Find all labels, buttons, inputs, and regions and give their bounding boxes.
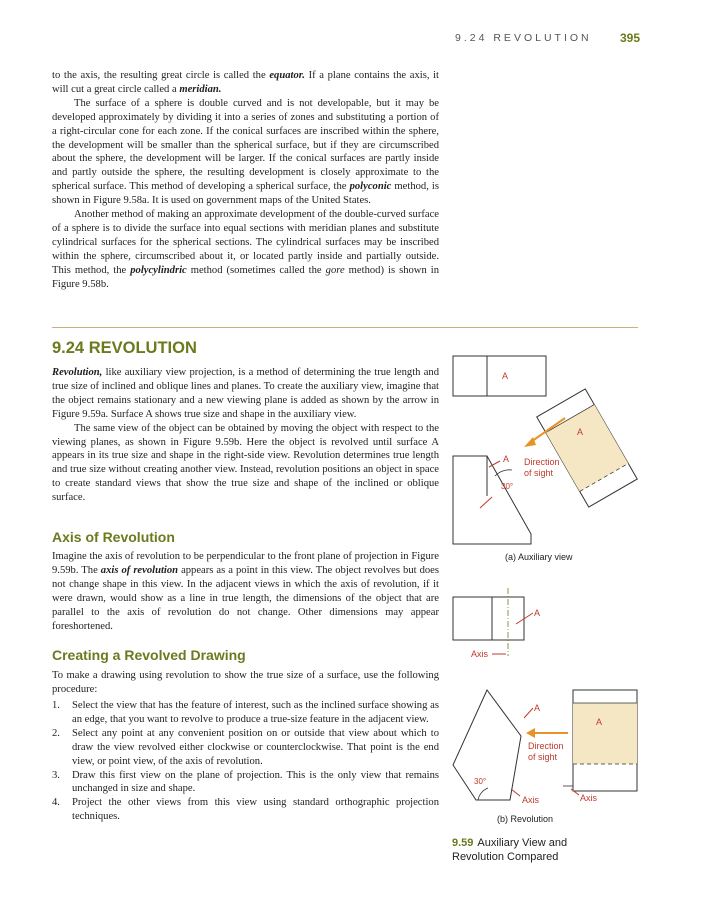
intro-paragraph-3: Another method of making an approximate development of the double-curved surface of a sphere is to divide the surface into equal sections with meridian planes and substitute cylindrical surfaces for the spherical sections. The cylindrical surfaces may be inscribed within the sphere, circumscribed about it, or located partly inside and partially outside. This method, the polycylindric method (sometimes called the gore method) is shown in Figure 9.58b. — [52, 209, 439, 290]
procedure-step: 2. Select any point at any convenient position on or outside that view about which to draw the view revolved either clockwise or counterclockwise. That point is the end view, or point view, of the axis of revolution. — [52, 727, 439, 767]
rev-front-label-a: A — [534, 703, 541, 713]
angle-label-a: 30° — [501, 482, 514, 491]
axis-heading: Axis of Revolution — [52, 529, 175, 545]
axis-label-side: Axis — [580, 793, 598, 803]
caption-a: (a) Auxiliary view — [505, 552, 573, 562]
section-heading: 9.24 REVOLUTION — [52, 339, 197, 357]
procedure-step: 3. Draw this first view on the plane of projection. This is the only view that remains unchanged in size and shape. — [52, 769, 439, 795]
angle-label-b: 30° — [474, 777, 487, 786]
figure-caption — [452, 836, 622, 864]
revolved-front-view — [453, 690, 521, 800]
intro-paragraph-1: to the axis, the resulting great circle is called the equator. If a plane contains the axis, it will cut a great circle called a meridian. — [52, 70, 439, 95]
aux-label-a: A — [577, 427, 584, 437]
revolved-top-view — [453, 597, 524, 640]
page-number: 395 — [620, 31, 641, 45]
intro-paragraph-2: The surface of a sphere is double curved and is not developable, but it may be developed approximately by dividing it into a series of zones and substituting a portion of a right-circular cone for each zone. If the conical surfaces are inscribed within the sphere, the development will be smaller than the spherical surface, but if they are circumscribed about the sphere, the development will be larger. If the conical surfaces are partly inside and partly outside the sphere, the resulting development is closely approximate to the spherical surface. This method of developing a spherical surface, the polyconic method, is shown in Figure 9.58a. It is used on government maps of the United States. — [52, 97, 439, 207]
creating-heading: Creating a Revolved Drawing — [52, 647, 246, 663]
revolution-paragraph-1: Revolution, like auxiliary view projection, is a method of determining the true length and true size of inclined and oblique lines and planes. To create the auxiliary view, imagine that the object remains stationary and a new viewing plane is added as shown by the arrow in Figure 9.59a. Surface A shows true size and shape in the auxiliary view. — [52, 367, 439, 420]
axis-label-front: Axis — [522, 795, 540, 805]
running-head: 9.24 REVOLUTION — [455, 32, 592, 44]
creating-intro-paragraph: To make a drawing using revolution to show the true size of a surface, use the following procedure: — [52, 670, 439, 695]
label-a-edge: A — [503, 454, 510, 464]
side-label-a: A — [596, 717, 603, 727]
axis-paragraph: Imagine the axis of revolution to be perpendicular to the front plane of projection in Figure 9.59b. The axis of revolution appears as a point in this view. The object revolves but does not change shape in this view. In the adjacent views in which the axis of revolution, if it were drawn, would show as a line in true length, the dimensions of the object that are parallel to the axis of revolution do not change. Other dimensions may appear foreshortened. — [52, 551, 439, 632]
axis-label-top: Axis — [471, 649, 489, 659]
rev-label-a: A — [534, 608, 541, 618]
caption-b: (b) Revolution — [497, 814, 554, 824]
axis-leader-front — [511, 789, 520, 796]
of-sight-label: of sight — [524, 468, 554, 478]
label-a: A — [502, 371, 509, 381]
revolution-paragraph-2: The same view of the object can be obtained by moving the object with respect to the viewing planes, as shown in Figure 9.59b. Here the object is revolved until surface A appears in its true size and shape in the right-side view. Revolution determines true length and true size without creating another view. Instead, revolution positions an object in space to create standard views that show the true size and shape of the inclined or oblique surface. — [52, 422, 439, 504]
procedure-step: 1. Select the view that has the feature of interest, such as the inclined surface showing as an edge, that you want to revolve to produce a true-size feature in the adjacent view. — [52, 700, 439, 725]
rev-of-sight-label: of sight — [528, 752, 558, 762]
rev-front-leader — [524, 708, 533, 718]
rev-direction-label: Direction — [528, 741, 564, 751]
side-surface-a — [573, 703, 637, 764]
figure-title: Auxiliary View and Revolution Compared — [452, 837, 568, 863]
direction-label: Direction — [524, 457, 560, 467]
rev-direction-arrowhead — [526, 728, 535, 738]
procedure-step: 4. Project the other views from this view using standard orthographic projection techniques. — [52, 797, 439, 823]
figure-number: 9.59 — [452, 837, 474, 849]
